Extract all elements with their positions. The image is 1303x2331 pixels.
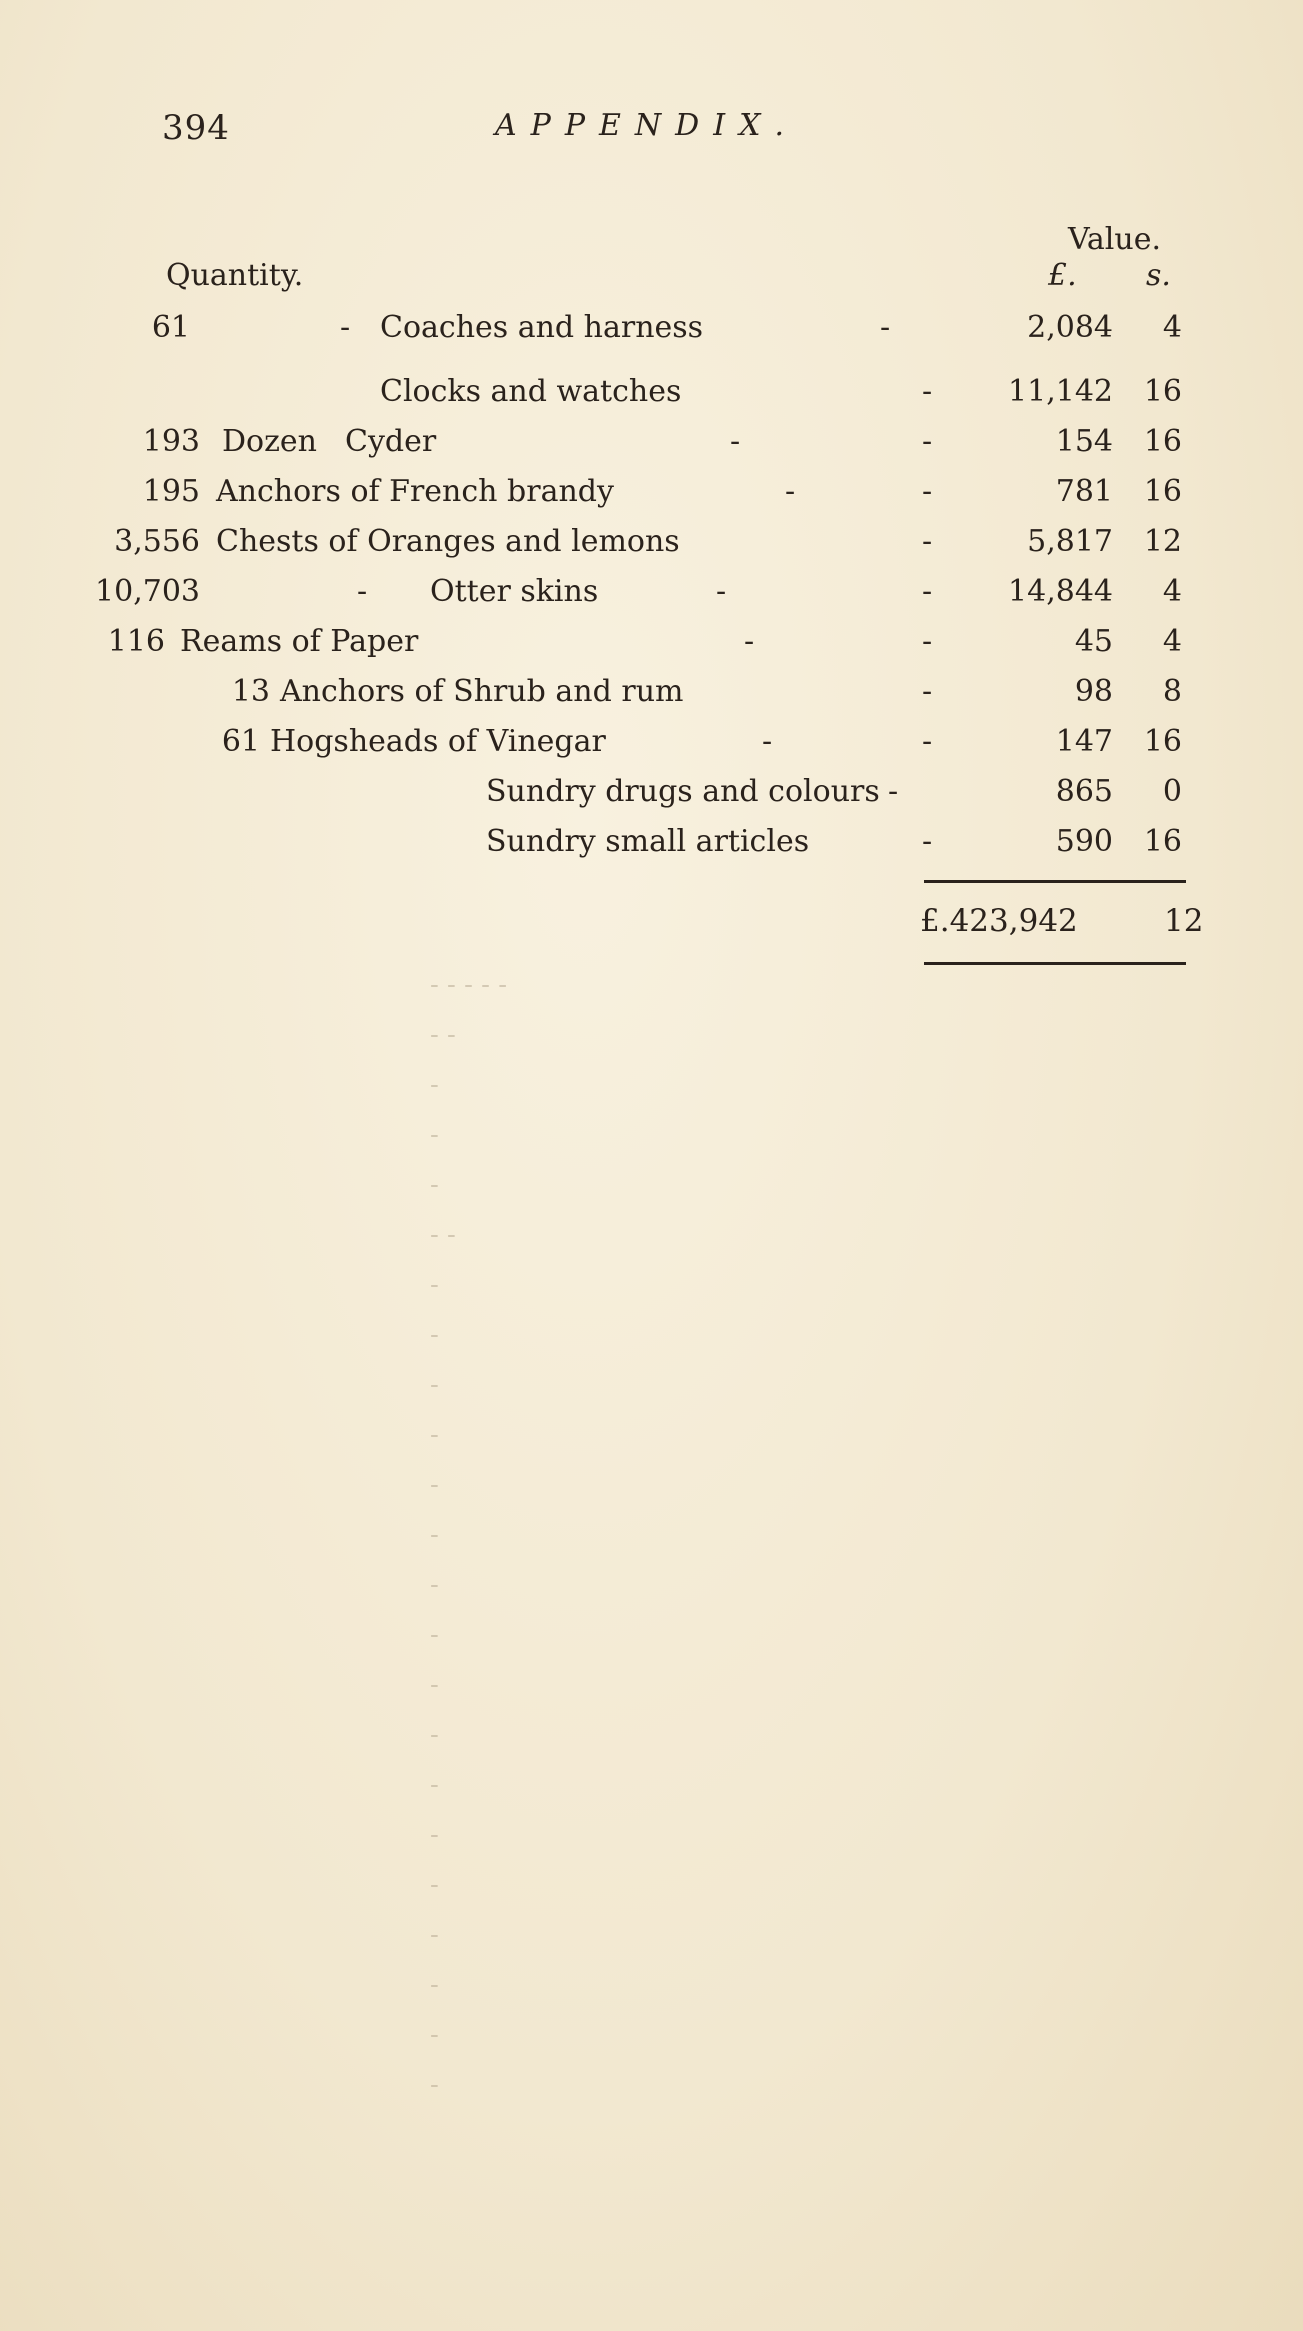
bleed-through-mark: - - bbox=[430, 1220, 456, 1250]
quantity-cell: 61 bbox=[221, 724, 260, 759]
pounds-cell: 147 bbox=[1055, 724, 1113, 759]
table-row bbox=[0, 474, 1303, 518]
description-cell: Cyder bbox=[345, 424, 437, 459]
dash-mark: - bbox=[357, 574, 368, 609]
quantity-cell: 195 bbox=[142, 474, 200, 509]
bleed-through-mark: - bbox=[430, 2070, 439, 2100]
pounds-cell: 154 bbox=[1055, 424, 1113, 459]
bleed-through-mark: - bbox=[430, 1870, 439, 1900]
bleed-through-mark: - bbox=[430, 1820, 439, 1850]
table-row bbox=[0, 824, 1303, 868]
bleed-through-mark: - bbox=[430, 1720, 439, 1750]
pounds-cell: 2,084 bbox=[1027, 310, 1113, 345]
quantity-cell: 13 bbox=[231, 674, 270, 709]
pounds-cell: 14,844 bbox=[1008, 574, 1113, 609]
dash-mark: - bbox=[922, 674, 933, 709]
table-row bbox=[0, 424, 1303, 468]
dash-mark: - bbox=[922, 624, 933, 659]
shillings-cell: 4 bbox=[1162, 310, 1182, 345]
table-row bbox=[0, 524, 1303, 568]
value-column-header: Value. bbox=[1068, 222, 1162, 257]
shillings-cell: 12 bbox=[1143, 524, 1182, 559]
bleed-through-mark: - bbox=[430, 1770, 439, 1800]
shillings-cell: 4 bbox=[1162, 574, 1182, 609]
quantity-cell: 10,703 bbox=[95, 574, 200, 609]
pounds-column-header: £. bbox=[1048, 258, 1077, 293]
description-cell: Clocks and watches bbox=[380, 374, 682, 409]
bleed-through-mark: - bbox=[430, 1520, 439, 1550]
description-cell: Anchors of French brandy bbox=[216, 474, 614, 509]
description-cell: Anchors of Shrub and rum bbox=[280, 674, 684, 709]
description-cell: Sundry small articles bbox=[486, 824, 810, 859]
total-pounds: £.423,942 bbox=[920, 903, 1078, 939]
shillings-cell: 16 bbox=[1143, 424, 1182, 459]
table-row bbox=[0, 724, 1303, 768]
description-cell: Reams of Paper bbox=[180, 624, 419, 659]
dash-mark: - bbox=[744, 624, 755, 659]
pounds-cell: 5,817 bbox=[1027, 524, 1113, 559]
bleed-through-mark: - bbox=[430, 1620, 439, 1650]
shillings-column-header: s. bbox=[1146, 258, 1171, 293]
bleed-through-mark: - bbox=[430, 1170, 439, 1200]
dash-mark: - bbox=[785, 474, 796, 509]
bleed-through-mark: - bbox=[430, 2020, 439, 2050]
description-cell: Coaches and harness bbox=[380, 310, 704, 345]
pounds-cell: 11,142 bbox=[1008, 374, 1113, 409]
bleed-through-mark: - bbox=[430, 1920, 439, 1950]
dash-mark: - bbox=[922, 724, 933, 759]
shillings-cell: 16 bbox=[1143, 474, 1182, 509]
dash-mark: - bbox=[888, 774, 899, 809]
bleed-through-mark: - bbox=[430, 1470, 439, 1500]
shillings-cell: 0 bbox=[1162, 774, 1182, 809]
dash-mark: - bbox=[922, 474, 933, 509]
shillings-cell: 16 bbox=[1143, 374, 1182, 409]
dash-mark: - bbox=[922, 574, 933, 609]
bleed-through-mark: - bbox=[430, 1970, 439, 2000]
bleed-through-mark: - bbox=[430, 1370, 439, 1400]
dash-mark: - bbox=[922, 424, 933, 459]
bleed-through-mark: - - bbox=[430, 1020, 456, 1050]
shillings-cell: 16 bbox=[1143, 824, 1182, 859]
table-row bbox=[0, 624, 1303, 668]
table-row bbox=[0, 374, 1303, 418]
description-cell: Chests of Oranges and lemons bbox=[216, 524, 680, 559]
description-cell: Hogsheads of Vinegar bbox=[270, 724, 606, 759]
table-row bbox=[0, 310, 1303, 354]
bleed-through-mark: - bbox=[430, 1120, 439, 1150]
dash-mark: - bbox=[922, 524, 933, 559]
table-row bbox=[0, 774, 1303, 818]
quantity-cell: 116 bbox=[107, 624, 165, 659]
dash-mark: - bbox=[922, 824, 933, 859]
page-number: 394 bbox=[162, 108, 230, 148]
unit-cell: Dozen bbox=[222, 424, 317, 459]
table-row bbox=[0, 574, 1303, 618]
bleed-through-mark: - bbox=[430, 1320, 439, 1350]
description-cell: Sundry drugs and colours bbox=[486, 774, 880, 809]
bleed-through-mark: - - - - - bbox=[430, 970, 507, 1000]
pounds-cell: 781 bbox=[1055, 474, 1113, 509]
shillings-cell: 4 bbox=[1162, 624, 1182, 659]
pounds-cell: 45 bbox=[1074, 624, 1113, 659]
dash-mark: - bbox=[730, 424, 741, 459]
table-row bbox=[0, 674, 1303, 718]
quantity-cell: 193 bbox=[142, 424, 200, 459]
pounds-cell: 590 bbox=[1055, 824, 1113, 859]
dash-mark: - bbox=[716, 574, 727, 609]
shillings-cell: 8 bbox=[1162, 674, 1182, 709]
sum-rule bbox=[924, 880, 1186, 883]
bleed-through-mark: - bbox=[430, 1570, 439, 1600]
bleed-through-mark: - bbox=[430, 1070, 439, 1100]
dash-mark: - bbox=[922, 374, 933, 409]
quantity-cell: 61 bbox=[151, 310, 190, 345]
description-cell: Otter skins bbox=[430, 574, 599, 609]
total-rule bbox=[924, 962, 1186, 965]
quantity-cell: 3,556 bbox=[114, 524, 200, 559]
bleed-through-mark: - bbox=[430, 1270, 439, 1300]
shillings-cell: 16 bbox=[1143, 724, 1182, 759]
total-shillings: 12 bbox=[1164, 903, 1204, 939]
pounds-cell: 865 bbox=[1055, 774, 1113, 809]
dash-mark: - bbox=[340, 310, 351, 345]
running-title: APPENDIX. bbox=[495, 108, 798, 143]
dash-mark: - bbox=[762, 724, 773, 759]
bleed-through-mark: - bbox=[430, 1670, 439, 1700]
quantity-column-header: Quantity. bbox=[166, 258, 304, 293]
dash-mark: - bbox=[880, 310, 891, 345]
pounds-cell: 98 bbox=[1074, 674, 1113, 709]
bleed-through-mark: - bbox=[430, 1420, 439, 1450]
